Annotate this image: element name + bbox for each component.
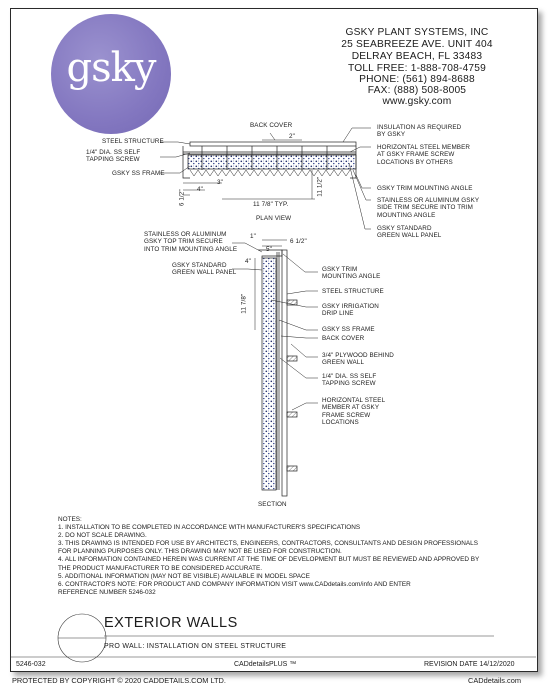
company-address-2: DELRAY BEACH, FL 33483 <box>351 51 483 62</box>
note-line: 6. CONTRACTOR'S NOTE: FOR PRODUCT AND COMPANY INFORMATION VISIT www.CADdetails.com/info AND ENTER <box>58 580 411 588</box>
note-line: THE PRODUCT MANUFACTURER TO BE CONSIDERED ACCURATE. <box>58 564 263 572</box>
plan-standard-panel-label: GSKY STANDARD GREEN WALL PANEL <box>377 225 442 240</box>
plan-horizontal-member-label: HORIZONTAL STEEL MEMBER AT GSKY FRAME SCREW LOCATIONS BY OTHERS <box>377 144 471 166</box>
revision-date: REVISION DATE 14/12/2020 <box>424 661 515 668</box>
section-screw-label: 1/4" DIA. SS SELF TAPPING SCREW <box>322 373 377 388</box>
section-trim-angle-label: GSKY TRIM MOUNTING ANGLE <box>322 266 381 281</box>
company-fax: FAX: (888) 508-8005 <box>367 85 467 96</box>
company-address-1: 25 SEABREEZE AVE. UNIT 404 <box>341 39 493 50</box>
section-back-cover-label: BACK COVER <box>322 335 365 342</box>
section-dim-1: 1" <box>250 233 256 240</box>
plan-steel-structure-label: STEEL STRUCTURE <box>102 138 164 145</box>
section-ss-frame-label: GSKY SS FRAME <box>322 326 375 333</box>
company-website[interactable]: www.gsky.com <box>382 96 452 107</box>
section-steel-structure-label: STEEL STRUCTURE <box>322 288 384 295</box>
plan-view-title: PLAN VIEW <box>256 215 292 222</box>
section-top-trim-label: STAINLESS OR ALUMINUM GSKY TOP TRIM SECURE INTO TRIM MOUNTING ANGLE <box>144 231 238 253</box>
section-dim-11-7-8: 11 7/8" <box>240 293 248 314</box>
logo-text: gsky <box>66 45 156 91</box>
plan-dim-2: 2" <box>289 133 295 140</box>
section-irrigation-label: GSKY IRRIGATION DRIP LINE <box>322 303 379 318</box>
company-phone: PHONE: (561) 894-8688 <box>359 74 475 85</box>
section-standard-panel-label: GSKY STANDARD GREEN WALL PANEL <box>172 262 237 277</box>
plan-insulation-label: INSULATION AS REQUIRED BY GSKY <box>377 124 462 139</box>
caddetails-link[interactable]: CADdetails.com <box>468 676 521 685</box>
gsky-logo <box>51 14 171 134</box>
plan-ss-frame-label: GSKY SS FRAME <box>112 170 165 177</box>
note-line: 4. ALL INFORMATION CONTAINED HEREIN WAS CURRENT AT THE TIME OF DEVELOPMENT BUT MUST BE REVIEWED AND APPROVED BY <box>58 556 480 564</box>
note-line: 2. DO NOT SCALE DRAWING. <box>58 532 147 540</box>
company-toll-free: TOLL FREE: 1-888-708-4759 <box>347 63 487 74</box>
plan-dim-11-7-8-typ: 11 7/8" TYP. <box>253 201 289 208</box>
drawing-title: EXTERIOR WALLS <box>104 615 238 631</box>
section-view-title: SECTION <box>258 501 287 508</box>
copyright-notice: PROTECTED BY COPYRIGHT © 2020 CADDETAILS.COM LTD. <box>12 676 226 685</box>
note-line: REFERENCE NUMBER 5246-032 <box>58 588 156 596</box>
section-dim-4: 4" <box>245 258 251 265</box>
plan-side-trim-label: STAINLESS OR ALUMINUM GSKY SIDE TRIM SECURE INTO TRIM MOUNTING ANGLE <box>377 197 480 219</box>
plan-trim-angle-label: GSKY TRIM MOUNTING ANGLE <box>377 185 473 192</box>
section-plywood-label: 3/4" PLYWOOD BEHIND GREEN WALL <box>322 352 394 367</box>
plan-back-cover-label: BACK COVER <box>250 122 293 129</box>
plan-dim-4: 4" <box>197 186 203 193</box>
reference-number: 5246-032 <box>16 661 46 668</box>
notes-heading: NOTES: <box>58 516 82 523</box>
section-dim-6-half: 6 1/2" <box>290 238 307 245</box>
plan-screw-label: 1/4" DIA. SS SELF TAPPING SCREW <box>86 149 141 164</box>
plan-dim-11-half: 11 1/2" <box>316 176 324 197</box>
notes-block <box>58 516 498 597</box>
note-line: 3. THIS DRAWING IS INTENDED FOR USE BY ARCHITECTS, ENGINEERS, CONTRACTORS, CONSULTANTS AND DESIGN PROFESSIONALS <box>58 540 478 548</box>
company-name: GSKY PLANT SYSTEMS, INC <box>345 27 489 38</box>
note-line: FOR PLANNING PURPOSES ONLY. THIS DRAWING MAY NOT BE USED FOR CONSTRUCTION. <box>58 548 342 556</box>
drawing-subtitle: PRO WALL: INSTALLATION ON STEEL STRUCTURE <box>104 643 287 650</box>
plan-dim-3: 3" <box>217 179 223 186</box>
section-dim-5: 5" <box>266 246 272 253</box>
plan-dim-6-half: 6 1/2" <box>178 189 186 207</box>
note-line: 1. INSTALLATION TO BE COMPLETED IN ACCORDANCE WITH MANUFACTURER'S SPECIFICATIONS <box>58 524 361 532</box>
note-line: 5. ADDITIONAL INFORMATION (MAY NOT BE VISIBLE) AVAILABLE IN MODEL SPACE <box>58 572 310 580</box>
section-horizontal-member-label: HORIZONTAL STEEL MEMBER AT GSKY FRAME SCREW LOCATIONS <box>322 397 386 427</box>
caddetails-plus-brand: CADdetailsPLUS ™ <box>234 661 297 668</box>
